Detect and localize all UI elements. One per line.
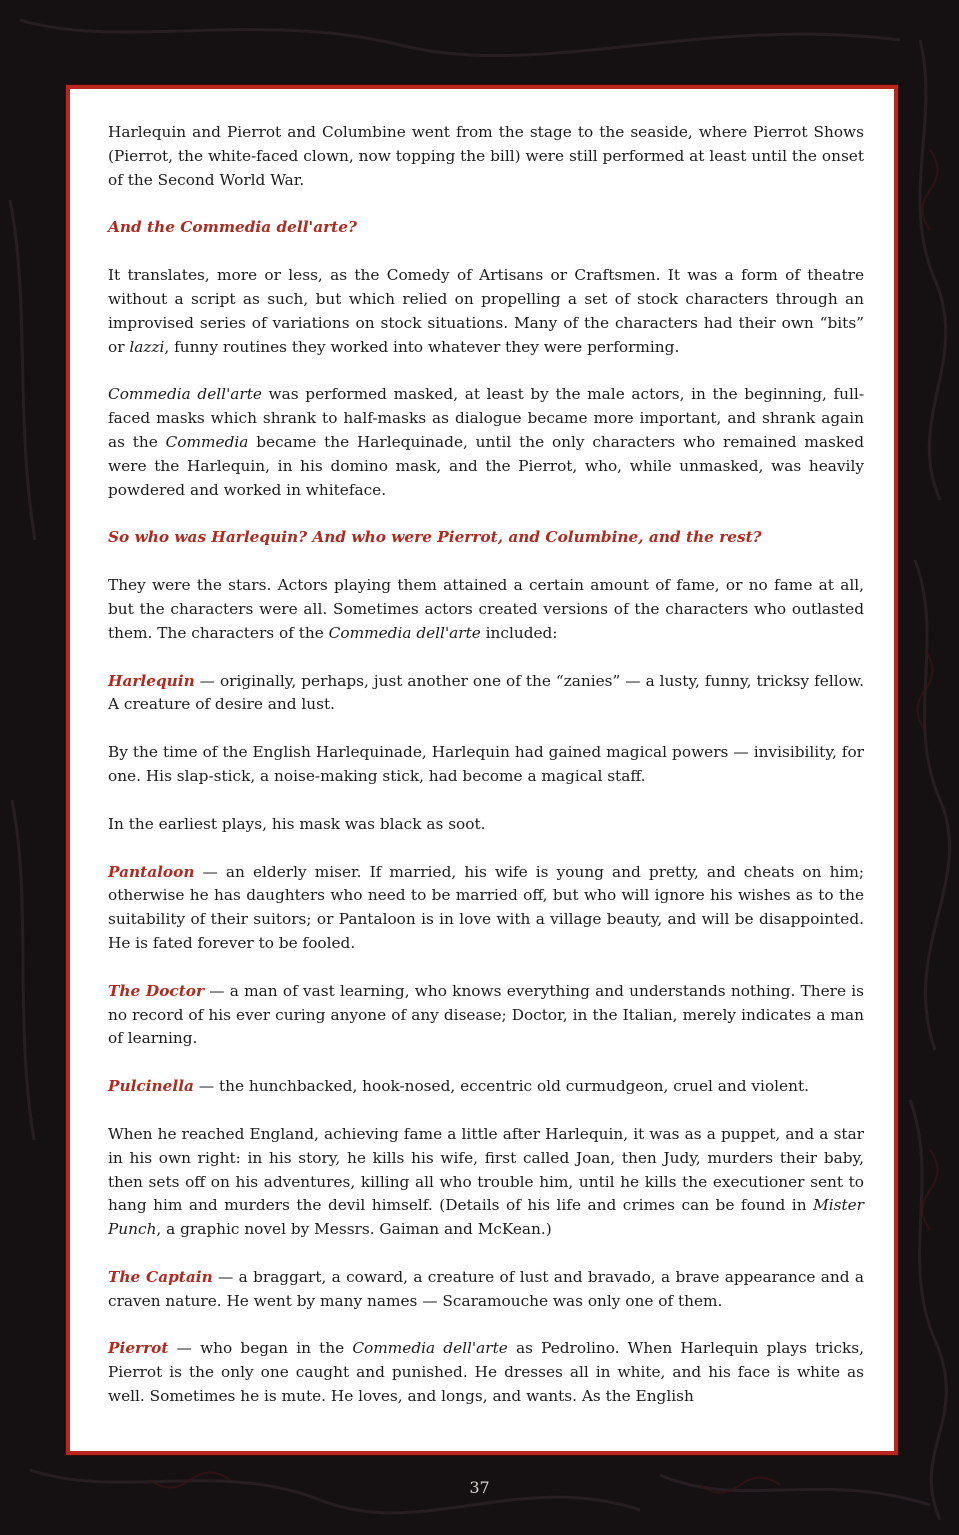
paragraph-text: , funny routines they worked into whatever they were performing. <box>164 337 680 356</box>
paragraph <box>108 264 864 359</box>
paragraph-text: became the Harlequinade, until the only characters who remained masked were the Harlequin, in his domino mask, and the Pierrot, who, while unmasked, was heavily powdered and worked in whiteface. <box>108 432 864 499</box>
italic-term: lazzi <box>129 337 165 356</box>
paragraph <box>108 383 864 502</box>
character-entry-pulcinella <box>108 1075 864 1099</box>
italic-term: Mister Punch <box>108 1196 864 1239</box>
character-description: — a braggart, a coward, a creature of lust and bravado, a brave appearance and a craven nature. He went by many names — Scaramouche was only one of them. <box>108 1267 864 1310</box>
paragraph <box>108 813 864 837</box>
character-entry-pantaloon <box>108 861 864 956</box>
paragraph <box>108 121 864 192</box>
character-name: The Doctor <box>108 981 205 1000</box>
paragraph-text: , a graphic novel by Messrs. Gaiman and McKean.) <box>156 1220 552 1239</box>
character-description: — a man of vast learning, who knows everything and understands nothing. There is no record of his ever curing anyone of any disease; Doctor, in the Italian, merely indicates a man of learning. <box>108 981 864 1048</box>
paragraph-text: was performed masked, at least by the male actors, in the beginning, full-faced masks which shrank to half-masks as dialogue became more important, and shrank again as the <box>108 385 864 451</box>
character-name: Pulcinella <box>108 1077 194 1096</box>
paragraph <box>108 574 864 645</box>
character-name: The Captain <box>108 1267 213 1286</box>
character-description: — who began in the <box>168 1339 353 1358</box>
paragraph-text: By the time of the English Harlequinade, Harlequin had gained magical powers — invisibility, for one. His slap-stick, a noise-making stick, had become a magical staff. <box>108 743 864 785</box>
character-entry-pierrot <box>108 1337 864 1408</box>
italic-term: Commedia dell'arte <box>108 385 262 404</box>
character-entry-captain <box>108 1266 864 1314</box>
question-heading: And the Commedia dell'arte? <box>108 218 357 237</box>
character-description: — originally, perhaps, just another one of the “zanies” — a lusty, funny, tricksy fellow. A creature of desire and lust. <box>108 671 864 714</box>
text-panel <box>66 85 898 1455</box>
character-name: Pantaloon <box>108 862 195 881</box>
italic-term: Commedia <box>165 432 249 451</box>
character-description: — an elderly miser. If married, his wife is young and pretty, and cheats on him; otherwise he has daughters who need to be married off, but who will ignore his wishes as to the suitability of their suitors; or Pantaloon is in love with a village beauty, and will be disappointed. He is fated forever to be fooled. <box>108 862 864 952</box>
italic-term: Commedia dell'arte <box>328 623 481 642</box>
character-entry-harlequin <box>108 670 864 718</box>
italic-term: Commedia dell'arte <box>352 1339 508 1358</box>
article-body <box>108 121 864 1433</box>
paragraph-text: included: <box>480 623 558 642</box>
question-heading: So who was Harlequin? And who were Pierrot, and Columbine, and the rest? <box>108 528 762 547</box>
paragraph-text: In the earliest plays, his mask was black as soot. <box>108 814 486 833</box>
character-description: — the hunchbacked, hook-nosed, eccentric old curmudgeon, cruel and violent. <box>193 1077 809 1096</box>
character-entry-doctor <box>108 980 864 1051</box>
paragraph-text: Harlequin and Pierrot and Columbine went from the stage to the seaside, where Pierrot Shows (Pierrot, the white-faced clown, now topping the bill) were still performed at least until the onset of the Second World War. <box>108 123 864 189</box>
paragraph-text: When he reached England, achieving fame a little after Harlequin, it was as a puppet, and a star in his own right: in his story, he kills his wife, first called Joan, then Judy, murders their baby, then sets off on his adventures, killing all who trouble him, until he kills the executioner sent to hang him and murders the devil himself. (Details of his life and crimes can be found in <box>108 1124 864 1215</box>
paragraph <box>108 741 864 789</box>
character-name: Harlequin <box>108 671 195 690</box>
paragraph-text: They were the stars. Actors playing them attained a certain amount of fame, or no fame at all, but the characters were all. Sometimes actors created versions of the characters who outlasted them. The characters of the <box>108 576 864 642</box>
character-description: as Pedrolino. When Harlequin plays tricks, Pierrot is the only one caught and punished. He dresses all in white, and his face is white as well. Sometimes he is mute. He loves, and longs, and wants. As the English <box>108 1339 864 1406</box>
paragraph <box>108 1123 864 1242</box>
character-name: Pierrot <box>108 1339 169 1358</box>
page-number: 37 <box>469 1478 490 1497</box>
paragraph-text: It translates, more or less, as the Comedy of Artisans or Craftsmen. It was a form of theatre without a script as such, but which relied on propelling a set of stock characters through an improvised series of variations on stock situations. Many of the characters had their own “bits” or <box>108 266 864 356</box>
